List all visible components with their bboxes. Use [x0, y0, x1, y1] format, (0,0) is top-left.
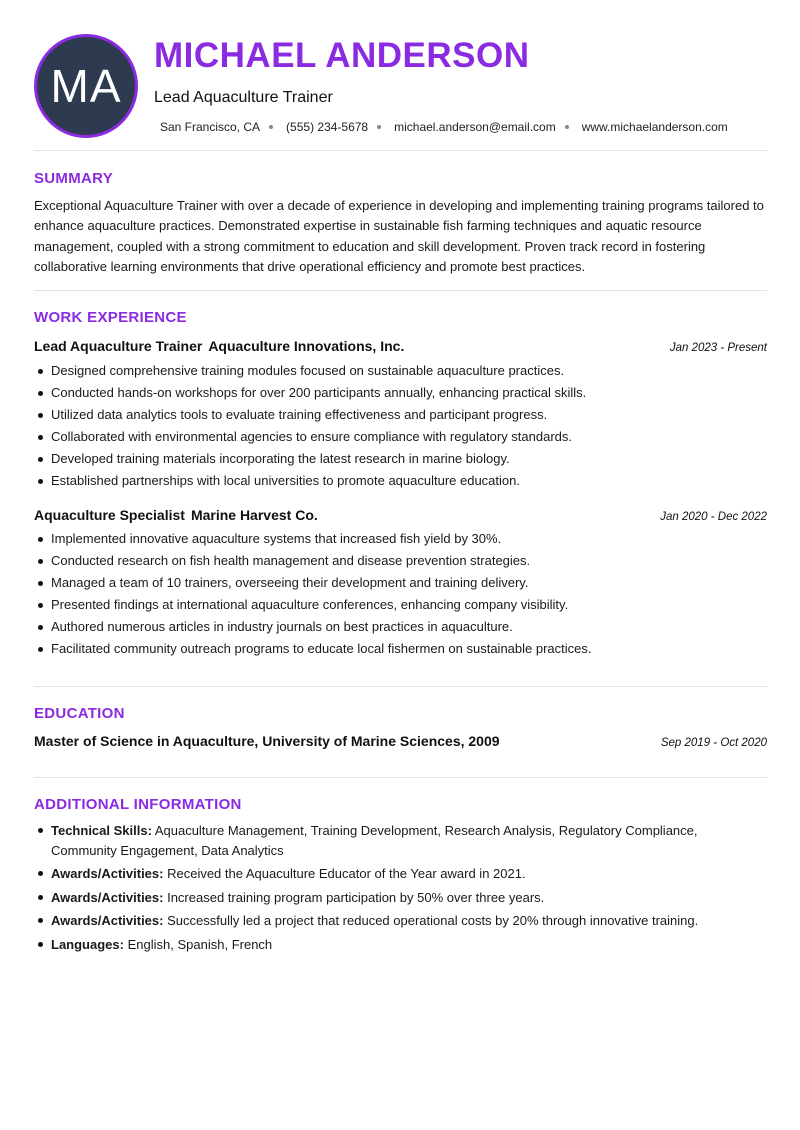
- contact-location: San Francisco, CA: [160, 120, 261, 134]
- list-item: [34, 888, 734, 908]
- additional-heading: ADDITIONAL INFORMATION: [34, 796, 242, 813]
- job-role: Aquaculture Specialist: [34, 507, 185, 523]
- list-item: Developed training materials incorporating the latest research in marine biology.: [34, 448, 767, 470]
- job-company: Aquaculture Innovations, Inc.: [208, 338, 405, 354]
- languages-label: Languages:: [51, 936, 124, 952]
- contact-website[interactable]: www.michaelanderson.com: [581, 120, 728, 134]
- additional-list: [34, 821, 734, 958]
- contact-phone: (555) 234-5678: [286, 120, 369, 134]
- divider: [34, 686, 767, 687]
- list-item: Conducted hands-on workshops for over 200 participants annually, enhancing practical skills.: [34, 382, 767, 404]
- candidate-name: MICHAEL ANDERSON: [154, 36, 530, 75]
- education-entry: [34, 733, 767, 749]
- list-item: [34, 911, 734, 931]
- award-text: Increased training program participation by 50% over three years.: [167, 889, 545, 905]
- separator-dot: [377, 125, 381, 129]
- list-item: Authored numerous articles in industry journals on best practices in aquaculture.: [34, 616, 767, 638]
- award-label: Awards/Activities:: [51, 889, 164, 905]
- skills-label: Technical Skills:: [51, 823, 152, 838]
- list-item: Designed comprehensive training modules focused on sustainable aquaculture practices.: [34, 360, 767, 382]
- job-title-line: [34, 507, 318, 523]
- job-role: Lead Aquaculture Trainer: [34, 338, 203, 354]
- language: English: [127, 936, 171, 952]
- list-item: Facilitated community outreach programs to educate local fishermen on sustainable practices.: [34, 638, 767, 660]
- divider: [34, 777, 767, 778]
- list-item: Collaborated with environmental agencies to ensure compliance with regulatory standards.: [34, 426, 767, 448]
- avatar-initials: MA: [50, 60, 122, 112]
- award-label: Awards/Activities:: [51, 866, 164, 881]
- job-company: Marine Harvest Co.: [190, 507, 318, 523]
- job-dates: Jan 2020 - Dec 2022: [660, 511, 767, 523]
- list-item: [34, 821, 734, 860]
- job-header: [34, 507, 767, 523]
- skills-text: Aquaculture Management, Training Development, Research Analysis, Regulatory Compliance, Community Engagement, Data Analytics: [51, 823, 698, 858]
- list-item: [34, 864, 734, 884]
- candidate-title: Lead Aquaculture Trainer: [154, 89, 333, 106]
- job-title-line: [34, 338, 404, 354]
- contact-line: [160, 120, 728, 134]
- education-heading: EDUCATION: [34, 705, 125, 722]
- separator-dot: [565, 125, 569, 129]
- language: , Spanish: [170, 937, 224, 952]
- award-text: Received the Aquaculture Educator of the Year award in 2021.: [167, 866, 526, 881]
- job-bullets: [34, 360, 767, 492]
- education-degree: Master of Science in Aquaculture, University of Marine Sciences, 2009: [34, 733, 500, 749]
- list-item: Managed a team of 10 trainers, overseeing their development and training delivery.: [34, 572, 767, 594]
- list-item: Implemented innovative aquaculture systems that increased fish yield by 30%.: [34, 528, 767, 550]
- avatar: [34, 34, 138, 138]
- experience-heading: WORK EXPERIENCE: [34, 309, 187, 326]
- list-item: Utilized data analytics tools to evaluate training effectiveness and participant progress.: [34, 404, 767, 426]
- award-text: Successfully led a project that reduced operational costs by 20% through innovative training.: [167, 913, 699, 928]
- divider: [34, 290, 767, 291]
- contact-email[interactable]: michael.anderson@email.com: [394, 120, 556, 134]
- separator-dot: [269, 125, 273, 129]
- list-item: Established partnerships with local universities to promote aquaculture education.: [34, 470, 767, 492]
- language: , French: [224, 937, 272, 952]
- summary-text: Exceptional Aquaculture Trainer with over a decade of experience in developing and implementing training programs tailored to enhance aquaculture practices. Demonstrated expertise in sustainable fish farming techniques and aquatic resource management, coupled with a strong commitment to education and skill development. Proven track record in fostering collaborative learning environments that drive operational efficiency and promote best practices.: [34, 198, 764, 274]
- job-bullets: [34, 528, 767, 660]
- summary-heading: SUMMARY: [34, 170, 114, 187]
- job-header: [34, 338, 767, 354]
- award-label: Awards/Activities:: [51, 913, 164, 928]
- job-dates: Jan 2023 - Present: [669, 342, 767, 354]
- list-item: Conducted research on fish health management and disease prevention strategies.: [34, 550, 767, 572]
- divider: [34, 150, 767, 151]
- list-item: [34, 935, 734, 955]
- education-dates: Sep 2019 - Oct 2020: [660, 737, 767, 749]
- list-item: Presented findings at international aquaculture conferences, enhancing company visibility.: [34, 594, 767, 616]
